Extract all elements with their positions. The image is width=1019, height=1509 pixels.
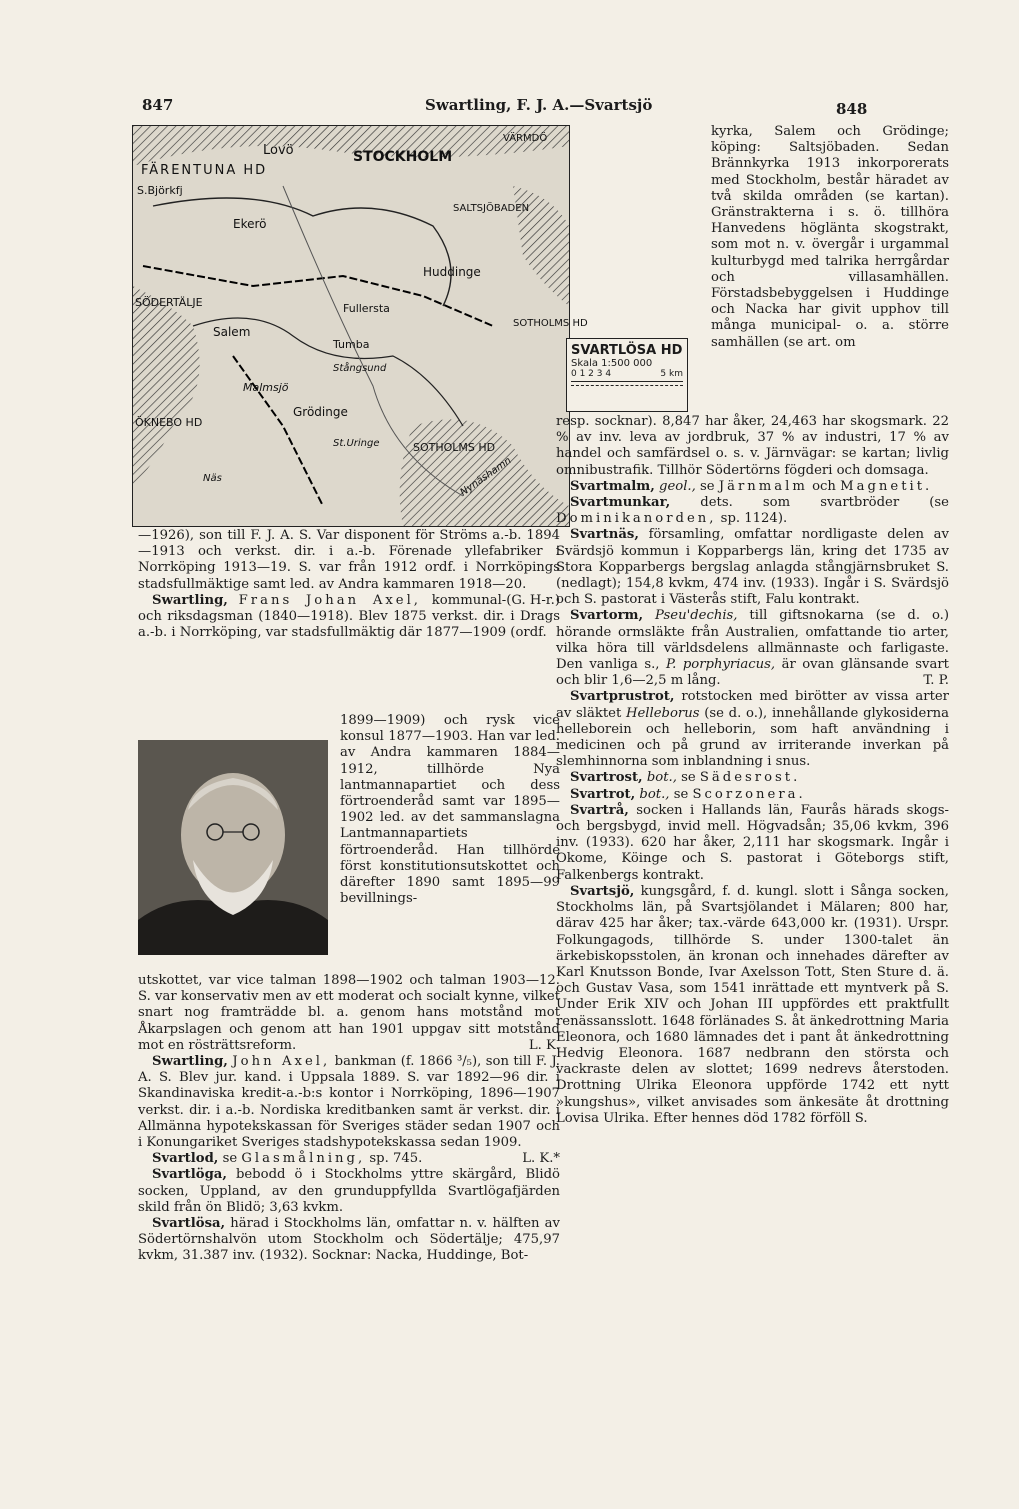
- map-label: Näs: [203, 473, 222, 484]
- entry-text: se: [700, 478, 715, 494]
- entry-text: se: [673, 786, 689, 802]
- map-drawing: [133, 126, 588, 526]
- entry-spaced-name: Frans Johan Axel,: [238, 592, 422, 608]
- map-label: FÄRENTUNA HD: [141, 163, 268, 178]
- entry-cross-reference: Dominikanorden,: [556, 511, 717, 527]
- entry-cross-reference: Magnetit.: [840, 478, 933, 494]
- map-label: STOCKHOLM: [353, 149, 453, 165]
- map-label: ÖKNEBO HD: [135, 416, 203, 429]
- map-legend-unit: 5 km: [660, 369, 683, 379]
- entry-text: till giftsnokarna (se d. o.) hörande ormsläkte från Australien, omfattande tio arter, vilka höra till världsdelens allmännaste och farligaste. Den vanliga s.,: [556, 608, 949, 673]
- entry-headword: Svartorm,: [570, 608, 644, 624]
- entry-text: bebodd ö i Stockholms yttre skärgård, Blidö socken, Uppland, av den grunduppfyllda Svartlögafjärden skild från ön Blidö; 3,63 kvkm.: [138, 1167, 560, 1215]
- map-label: Nynäshamn: [458, 455, 514, 499]
- map-legend-title: SVARTLÖSA HD: [571, 343, 683, 358]
- entry-headword: Svartlod,: [152, 1151, 219, 1167]
- entry-headword: Svartsjö,: [570, 883, 635, 899]
- right-column-top: [711, 124, 949, 351]
- map-label: SALTSJÖBADEN: [453, 203, 530, 214]
- entry-headword: Swartling,: [152, 592, 228, 608]
- entry-svartrot: [556, 787, 949, 803]
- entry-headword: Svartmalm,: [570, 478, 655, 494]
- portrait-image: [138, 740, 328, 955]
- entry-text: kyrka, Salem och Grödinge; köping: Saltsjöbaden. Sedan Brännkyrka 1913 inkorporerats med Stockholm, består häradet av två skilda områden (se kartan). Gränstrakterna i s. ö. tillhöra Hanvedens höglänta skogstrakt, som mot n. v. övergår i urgammal kulturbygd med talrika herrgårdar och villasamhällen. Förstadsbebyggelsen i Huddinge och Nacka har givit upphov till många municipal- o. a. större samhällen (se art. om: [711, 124, 949, 350]
- map-coastline: [153, 198, 451, 306]
- entry-paragraph: [138, 973, 560, 1054]
- entry-svartmalm: [556, 479, 949, 495]
- entry-text: härad i Stockholms län, omfattar n. v. hälften av Södertörnshalvön utom Stockholm och Södertälje; 475,97 kvkm, 31.387 inv. (1932). Socknar: Nacka, Huddinge, Bot-: [138, 1216, 560, 1264]
- map-label: VÄRMDÖ: [503, 133, 548, 144]
- entry-text: socken i Hallands län, Faurås härads skogs- och bergsbygd, invid mell. Högvadsån; 35,06 kvkm, 396 inv. (1933). 620 har åker, 2,111 har skogsmark. Ingår i Okome, Köinge och S. pastorat i Göteborgs stift, Falkenbergs kontrakt.: [556, 802, 949, 883]
- entry-headword: Svartrot,: [570, 786, 636, 802]
- entry-text: utskottet, var vice talman 1898—1902 och talman 1903—12. S. var konservativ men av ett moderat och socialt kynne, vilket snart nog framträdde bl. a. genom hans motstånd mot Åkarpslagen och genom att han 1901 uppgav sitt motstånd mot en rösträttsreform.: [138, 973, 560, 1053]
- map-label: Huddinge: [423, 265, 481, 279]
- map-hatched-north: [133, 126, 569, 166]
- entry-italic: P. porphyriacus,: [665, 657, 776, 673]
- entry-svartra: [556, 803, 949, 884]
- entry-headword: Svartlöga,: [152, 1167, 227, 1183]
- entry-signature: L. K.*: [522, 1151, 560, 1167]
- entry-text: bankman (f. 1866 ³/₅), son till F. J. A. S. Blev jur. kand. i Uppsala 1889. S. var 1892—96 dir. i Skandinaviska kredit-a.-b:s kontor i Norrköping, 1896—1907 verkst. dir. i a.-b. Nordiska kreditbanken samt är verkst. dir. i Allmänna hypotekskassan för Sveriges städer sedan 1907 och i Konungariket Sveriges stadshypotekskassa sedan 1909.: [138, 1054, 560, 1151]
- entry-text: sp. 745.: [369, 1151, 423, 1167]
- entry-cross-reference: Glasmålning,: [241, 1151, 366, 1167]
- entry-svartorm: [556, 608, 949, 689]
- entry-text: se: [681, 770, 696, 786]
- left-column-beside-portrait: [340, 713, 560, 907]
- map-legend-ticks: 0 1 2 3 4: [571, 369, 612, 379]
- entry-svartnas: [556, 527, 949, 608]
- entry-text: sp. 1124).: [720, 511, 788, 527]
- map-label: Grödinge: [293, 405, 348, 419]
- scale-bar: [571, 381, 683, 386]
- entry-text: och: [812, 478, 836, 494]
- entry-text: kommunal- och riksdagsman (1840—1918). Blev 1875 verkst. dir. i Drags a.-b. i Norrköping, var stadsfullmäktig där 1877—1909 (ordf.: [138, 592, 560, 641]
- entry-cross-reference: Järnmalm: [718, 478, 808, 494]
- map-label: SOTHOLMS HD: [413, 441, 496, 454]
- map-label: SOTHOLMS HD: [513, 318, 588, 329]
- map-label: S.Björkfj: [137, 184, 183, 197]
- map-label: St.Uringe: [333, 438, 380, 449]
- page-number-right: 848: [836, 100, 868, 118]
- entry-italic: Helleborus: [626, 705, 700, 721]
- map-label: Fullersta: [343, 302, 390, 315]
- entry-text: kungsgård, f. d. kungl. slott i Sånga socken, Stockholms län, på Svartsjölandet i Mälaren; 800 har, därav 425 har åker; tax.-värde 643,000 kr. (1931). Urspr. Folkungagods, tillhörde S. under 1300-talet än ärkebiskopsstolen, än kronan och innehades därefter av Karl Knutsson Bonde, Ivar Axelsson Tott, Sten Sture d. ä. och Gustav Vasa, som 1541 inrättade ett myntverk på S. Under Erik XIV och Johan III uppfördes ett praktfullt renässansslott. 1648 förlänades S. åt änkedrottning Maria Eleonora, och 1680 lämnades det i pant åt änkedrottning Hedvig Eleonora. 1687 nedbrann den största och vackraste delen av slottet; 1699 nedrevs återstoden. Drottning Ulrika Eleonora uppförde 1742 ett nytt »kungshus», vilket anvisades som änkesäte åt drottning Lovisa Ulrika. Efter hennes död 1782 förföll S.: [556, 883, 949, 1126]
- page-number-left: 847: [142, 96, 174, 114]
- map-figure: [132, 125, 588, 527]
- left-column-bottom: [138, 973, 560, 1265]
- map-label: Lovö: [263, 143, 294, 158]
- page-title: Swartling, F. J. A.—Svartsjö: [425, 96, 653, 114]
- portrait-photo: [138, 740, 328, 955]
- entry-signature: T. P.: [923, 673, 949, 689]
- entry-swartling-frans: [138, 593, 560, 642]
- left-column-top: [138, 528, 560, 641]
- map-label: Salem: [213, 325, 251, 339]
- entry-italic: geol.,: [659, 478, 696, 494]
- entry-headword: Svartrå,: [570, 802, 629, 818]
- entry-italic: Pseu'dechis,: [654, 608, 738, 624]
- entry-svartlosa: [138, 1216, 560, 1265]
- entry-text: resp. socknar). 8,847 har åker, 24,463 har skogsmark. 22 % av inv. leva av jordbruk, 37 % av industri, 17 % av handel och samfärdsel o. s. v. Järnvägar: se kartan; livlig omnibustrafik. Tillhör Södertörns fögderi och domsaga.: [556, 414, 949, 478]
- entry-svartlod: [138, 1151, 560, 1167]
- entry-svartrost: [556, 770, 949, 786]
- entry-svartloga: [138, 1167, 560, 1216]
- entry-svartprustrot: [556, 689, 949, 770]
- map-label: Tumba: [333, 338, 370, 351]
- right-column-main: [556, 414, 949, 1127]
- entry-headword: Svartprustrot,: [570, 689, 675, 705]
- map-label: SÖDERTÄLJE: [135, 296, 203, 309]
- entry-headword: Svartlösa,: [152, 1216, 226, 1232]
- map-label: Malmsjö: [243, 381, 289, 394]
- entry-svartsjo: [556, 884, 949, 1127]
- map-hatched-west: [133, 286, 203, 486]
- entry-headword: Svartrost,: [570, 770, 643, 786]
- entry-text: (se d. o.), innehållande glykosiderna helleborein och helleborin, som haft användning i medicinen och på grund av irriterande inverkan på slemhinnorna som inblandning i snus.: [556, 705, 949, 770]
- entry-text: 1899—1909) och rysk vice konsul 1877—1903. Han var led. av Andra kammaren 1884—1912, tillhörde Nya lantmannapartiet och dess förtroenderåd samt var 1895—1902 led. av det sammanslagna Lantmannapartiets förtroenderåd. Han tillhörde först konstitutionsutskottet och därefter 1890 samt 1895—99 bevillnings-: [340, 713, 560, 907]
- entry-italic: bot.,: [639, 786, 670, 802]
- entry-text: rotstocken med birötter av vissa arter av släktet: [556, 689, 949, 721]
- entry-text: —1926), son till F. J. A. S. Var disponent för Ströms a.-b. 1894—1913 och verkst. dir. i a.-b. Förenade yllefabriker i Norrköping 1913—19. S. var från 1912 ordf. i Norrköpings stadsfullmäktige samt led. av Andra kammaren 1918—20.: [138, 528, 560, 592]
- entry-italic: bot.,: [646, 770, 677, 786]
- entry-cross-reference: Scorzonera.: [692, 786, 806, 802]
- map-label: Ekerö: [233, 217, 267, 231]
- entry-svartmunkar: [556, 495, 949, 527]
- entry-signature: (G. H-r.): [506, 592, 560, 608]
- map-legend-scale: Skala 1:500 000: [571, 358, 653, 369]
- entry-signature: L. K.: [528, 1037, 560, 1053]
- map-railway: [233, 356, 323, 506]
- map-label: Stångsund: [333, 363, 387, 374]
- map-legend: [566, 338, 688, 412]
- entry-headword: Svartnäs,: [570, 527, 639, 543]
- entry-headword: Swartling,: [152, 1054, 228, 1070]
- entry-cross-reference: Sädesrost.: [699, 770, 801, 786]
- entry-headword: Svartmunkar,: [570, 495, 671, 511]
- entry-text: församling, omfattar nordligaste delen av Svärdsjö kommun i Kopparbergs län, kring det 1735 av Stora Kopparbergs bergslag anlagda stångjärnsbruket S. (nedlagt); 154,8 kvkm, 474 inv. (1933). Ingår i S. Svärdsjö och S. pastorat i Västerås stift, Falu kontrakt.: [556, 527, 949, 608]
- entry-text: dets. som svartbröder (se: [700, 495, 949, 511]
- entry-text: se: [222, 1151, 238, 1167]
- entry-text: är ovan glänsande svart och blir 1,6—2,5 m lång.: [556, 657, 949, 689]
- entry-spaced-name: John Axel,: [232, 1054, 331, 1070]
